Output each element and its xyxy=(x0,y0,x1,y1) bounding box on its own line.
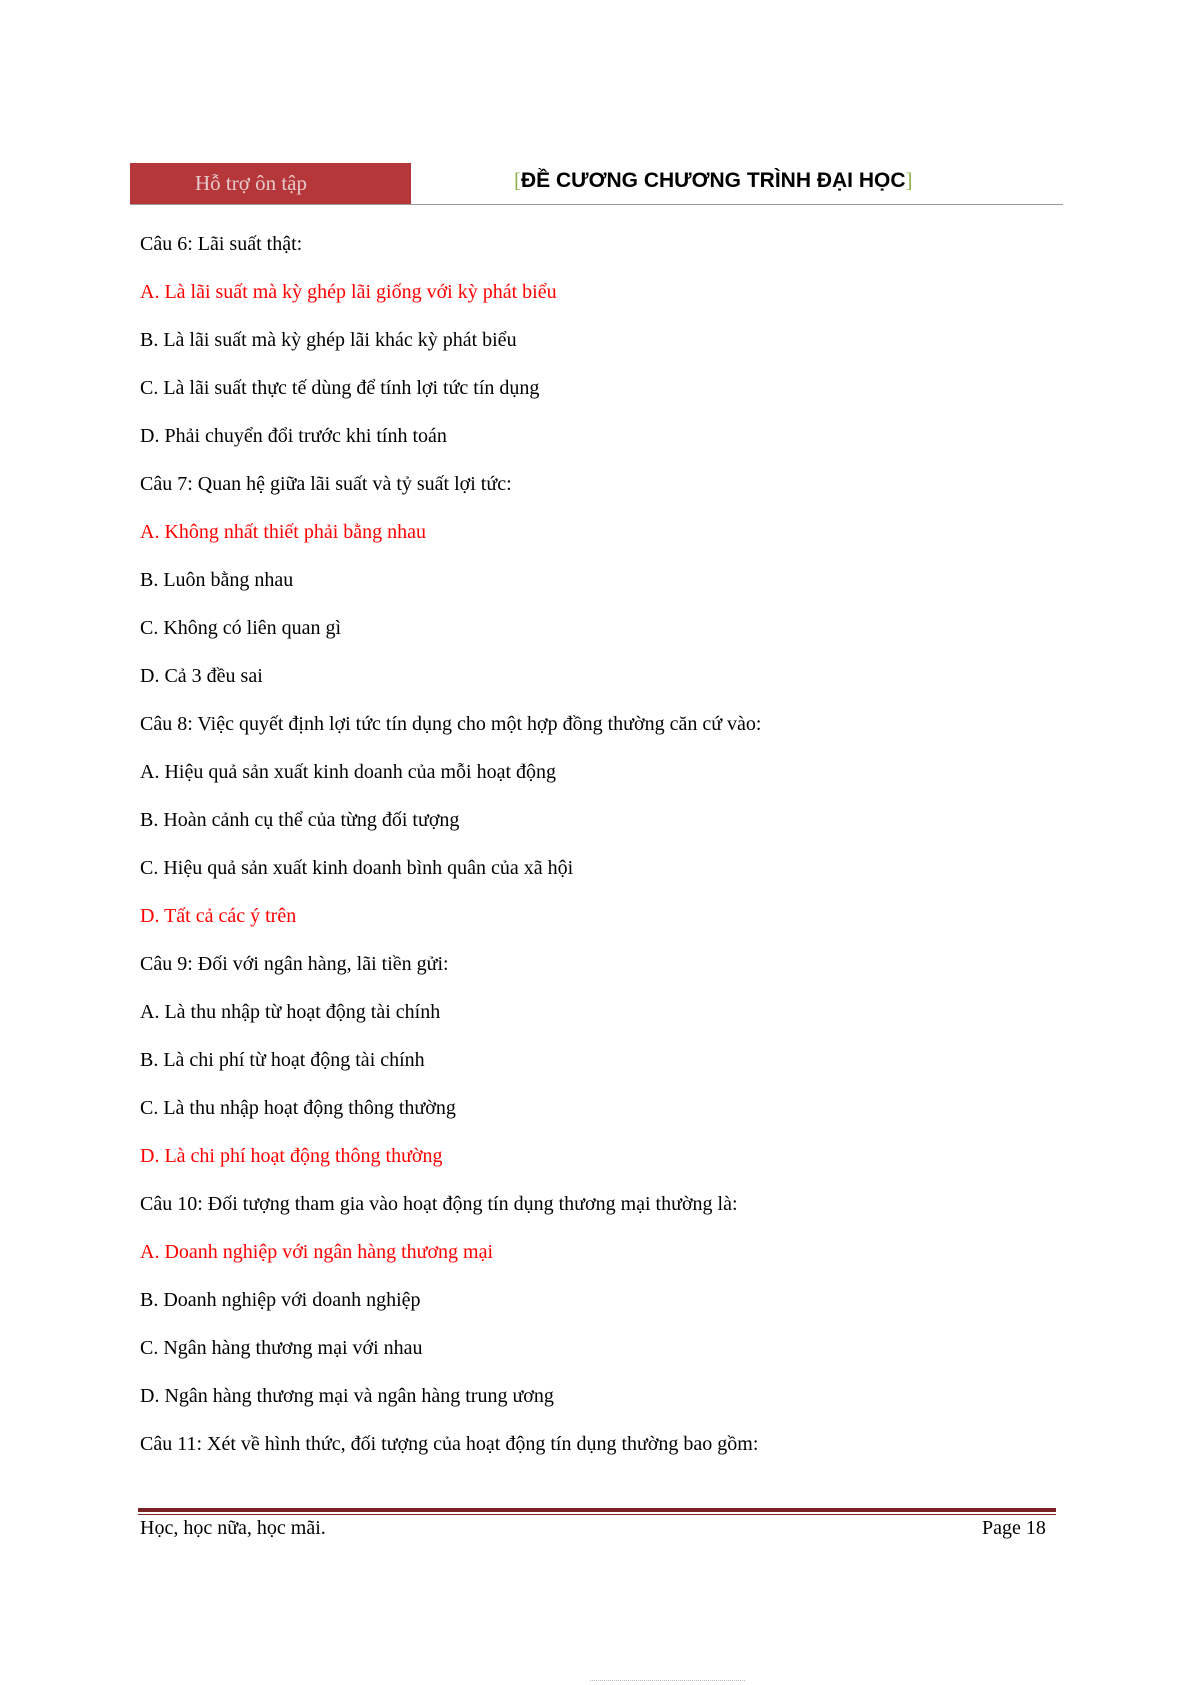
answer-option: D. Cả 3 đều sai xyxy=(140,665,263,687)
answer-option: B. Luôn bằng nhau xyxy=(140,569,294,591)
answer-option: D. Là chi phí hoạt động thông thường xyxy=(140,1145,443,1167)
question-text: Câu 9: Đối với ngân hàng, lãi tiền gửi: xyxy=(140,953,449,975)
header-rule xyxy=(130,204,1063,205)
answer-option: B. Là chi phí từ hoạt động tài chính xyxy=(140,1049,425,1071)
question-list xyxy=(140,228,1060,1476)
footer-motto: Học, học nữa, học mãi. xyxy=(140,1517,326,1539)
answer-option: C. Là thu nhập hoạt động thông thường xyxy=(140,1097,456,1119)
answer-option: C. Hiệu quả sản xuất kinh doanh bình quân của xã hội xyxy=(140,857,574,879)
question-text: Câu 7: Quan hệ giữa lãi suất và tỷ suất lợi tức: xyxy=(140,473,512,495)
answer-option: C. Là lãi suất thực tế dùng để tính lợi tức tín dụng xyxy=(140,377,540,399)
answer-option: A. Không nhất thiết phải bằng nhau xyxy=(140,521,427,543)
answer-option: C. Ngân hàng thương mại với nhau xyxy=(140,1337,423,1359)
question-text: Câu 10: Đối tượng tham gia vào hoạt động tín dụng thương mại thường là: xyxy=(140,1193,738,1215)
answer-option: A. Hiệu quả sản xuất kinh doanh của mỗi hoạt động xyxy=(140,761,557,783)
question-text: Câu 6: Lãi suất thật: xyxy=(140,233,303,255)
header-label-box xyxy=(130,163,411,204)
answer-option: B. Hoàn cảnh cụ thể của từng đối tượng xyxy=(140,809,460,831)
question-text: Câu 11: Xét về hình thức, đối tượng của hoạt động tín dụng thường bao gồm: xyxy=(140,1433,759,1455)
header-title-text: ĐỀ CƯƠNG CHƯƠNG TRÌNH ĐẠI HỌC xyxy=(521,169,906,192)
answer-option: C. Không có liên quan gì xyxy=(140,617,342,639)
answer-option: D. Phải chuyển đổi trước khi tính toán xyxy=(140,425,447,447)
answer-option: D. Tất cả các ý trên xyxy=(140,905,297,927)
answer-option: B. Là lãi suất mà kỳ ghép lãi khác kỳ phát biểu xyxy=(140,329,517,351)
header-bracket-open: [ xyxy=(514,168,521,192)
page-number: Page 18 xyxy=(982,1517,1046,1539)
answer-option: A. Là thu nhập từ hoạt động tài chính xyxy=(140,1001,441,1023)
answer-option: B. Doanh nghiệp với doanh nghiệp xyxy=(140,1289,421,1311)
header-title xyxy=(514,168,913,193)
footer-dotted-line xyxy=(590,1680,745,1682)
answer-option: A. Doanh nghiệp với ngân hàng thương mại xyxy=(140,1241,494,1263)
answer-option: A. Là lãi suất mà kỳ ghép lãi giống với kỳ phát biểu xyxy=(140,281,557,303)
answer-option: D. Ngân hàng thương mại và ngân hàng trung ương xyxy=(140,1385,554,1407)
question-text: Câu 8: Việc quyết định lợi tức tín dụng cho một hợp đồng thường căn cứ vào: xyxy=(140,713,762,735)
header-label: Hỗ trợ ôn tập xyxy=(195,171,308,195)
header-bracket-close: ] xyxy=(905,168,913,192)
